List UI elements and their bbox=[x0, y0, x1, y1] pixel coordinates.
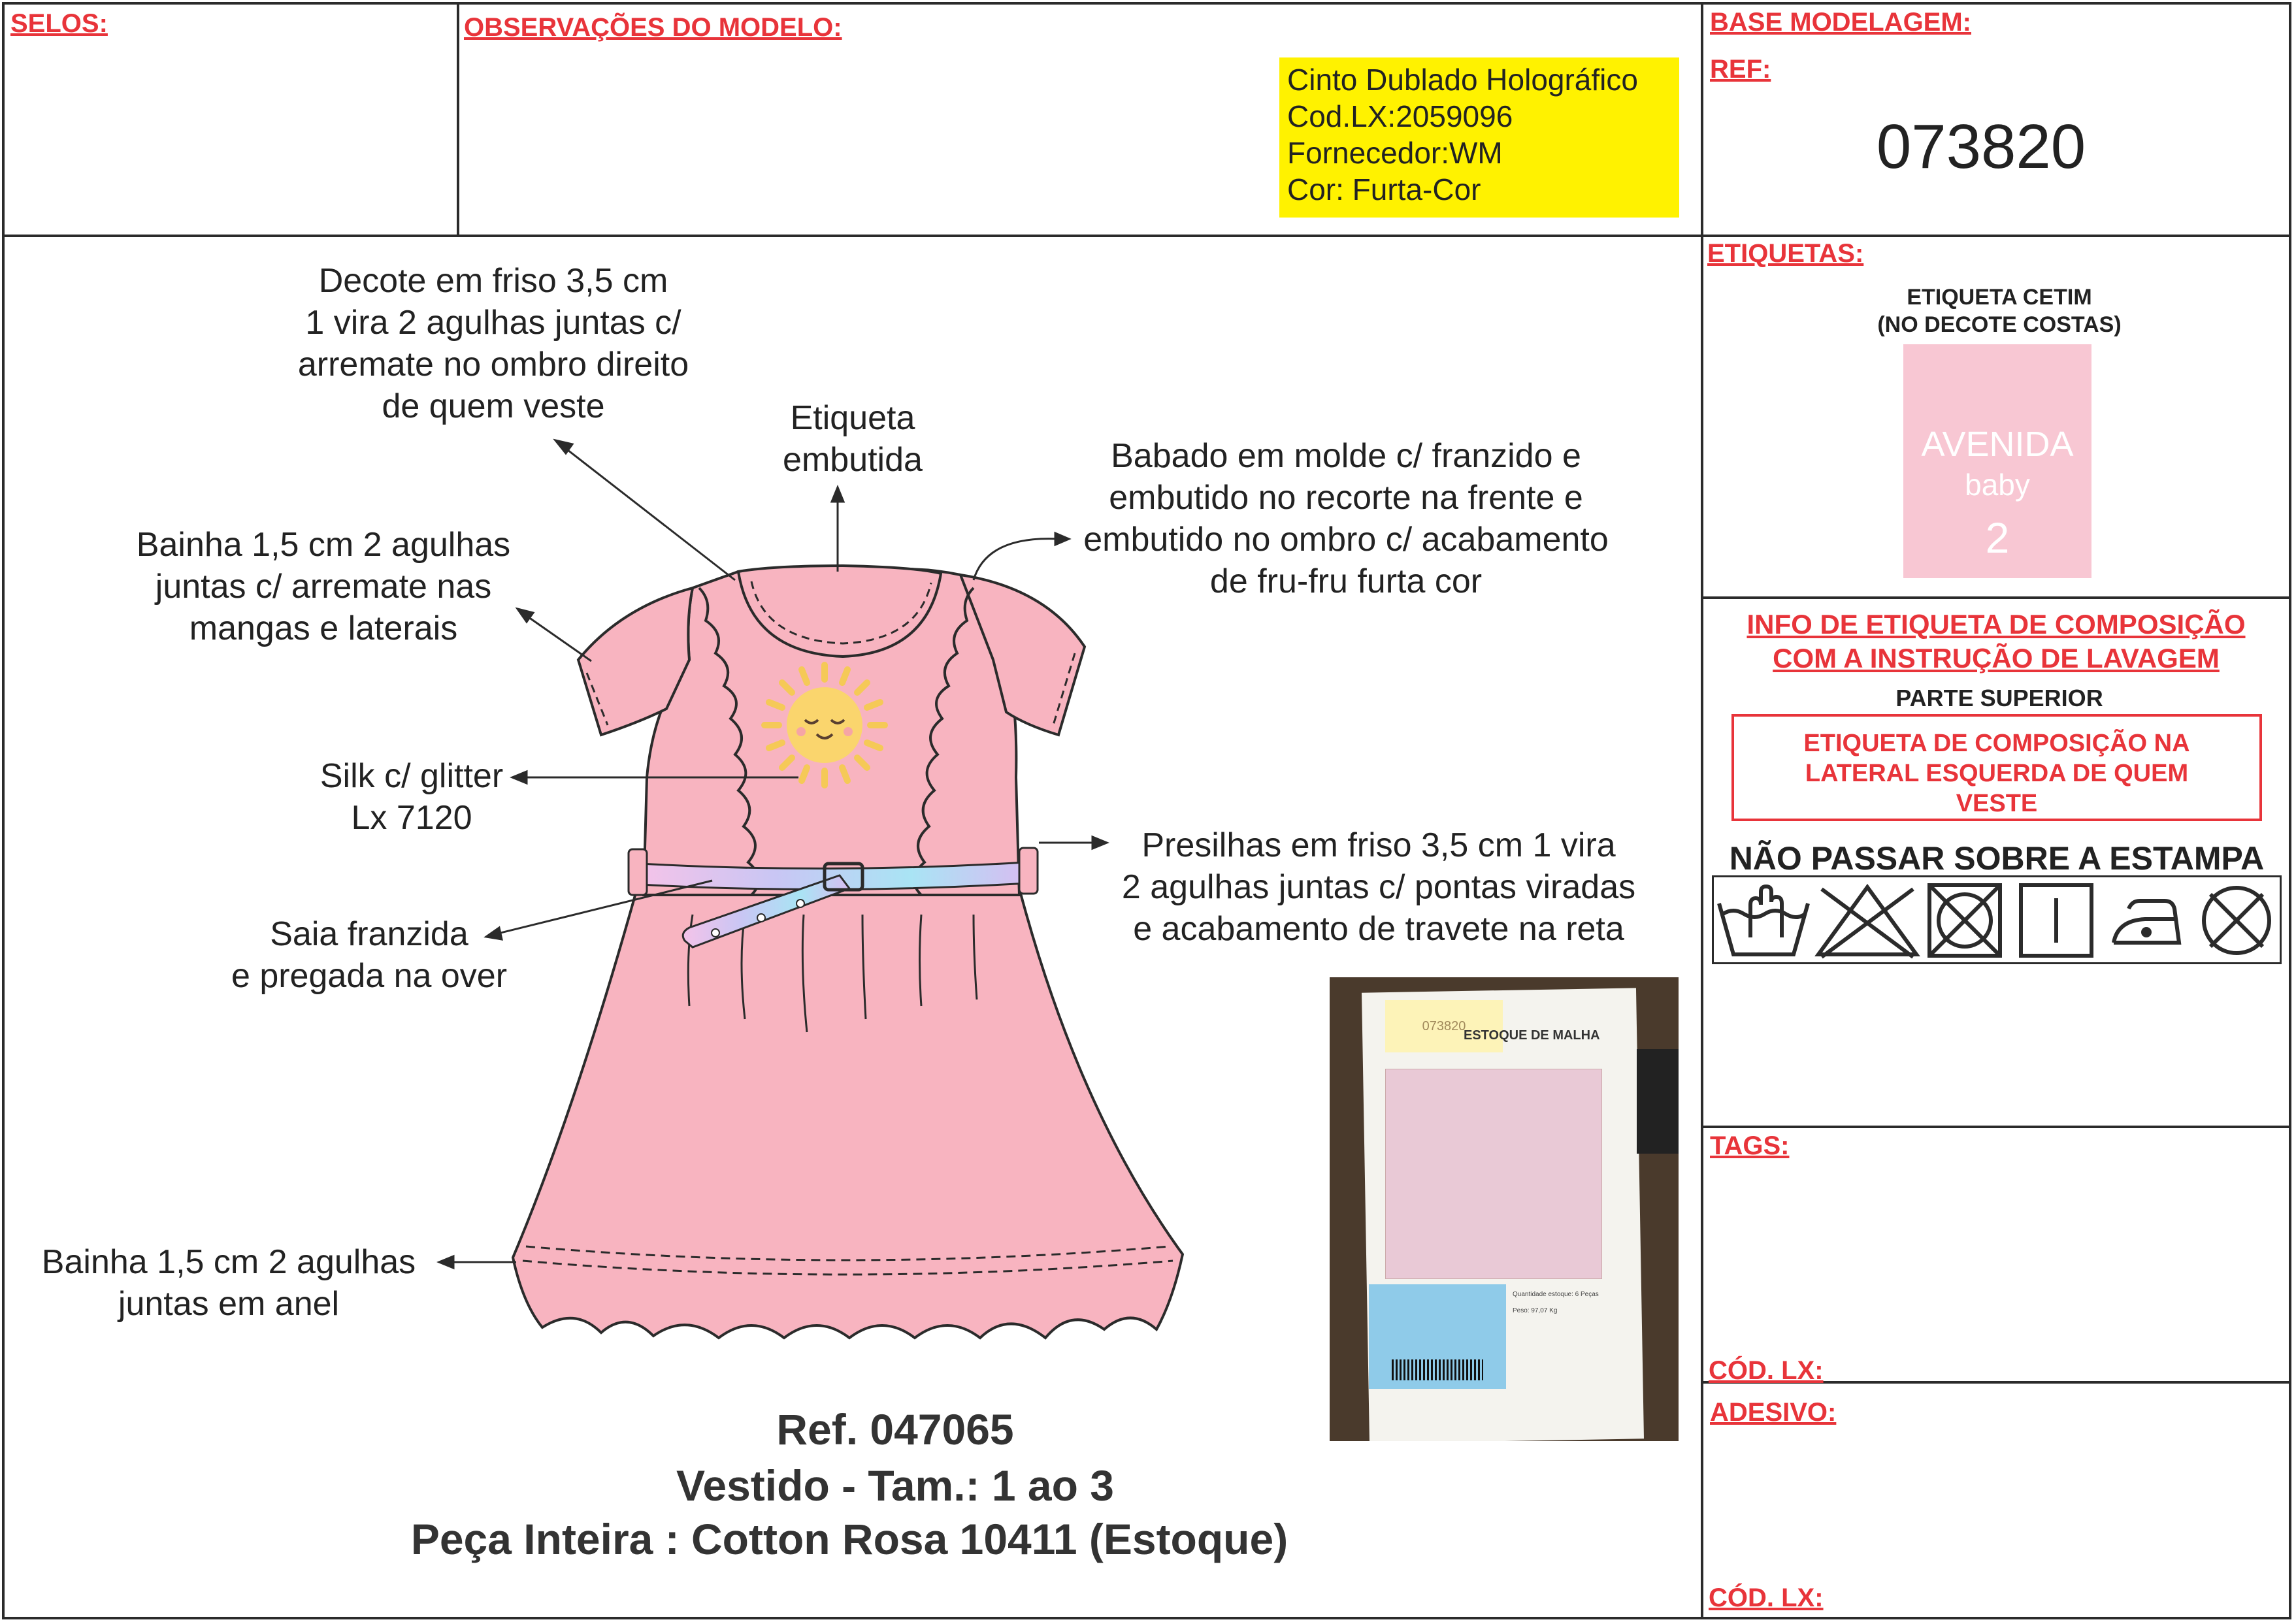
nao-passar-warning: NÃO PASSAR SOBRE A ESTAMPA bbox=[1729, 840, 2265, 877]
note-line: juntas em anel bbox=[118, 1285, 340, 1323]
photo-field-qty-value: 6 Peças bbox=[1575, 1291, 1599, 1298]
photo-field-weight bbox=[1513, 1307, 1557, 1314]
note-line: juntas c/ arremate nas bbox=[155, 568, 492, 606]
composicao-box bbox=[1731, 714, 2262, 821]
tags-label: TAGS: bbox=[1710, 1131, 1790, 1160]
note-line: Silk c/ glitter bbox=[320, 757, 504, 795]
product-name: Vestido - Tam.: 1 ao 3 bbox=[676, 1461, 1114, 1510]
do-not-dry-clean-icon bbox=[2204, 888, 2269, 953]
note-line: Bainha 1,5 cm 2 agulhas bbox=[136, 526, 511, 564]
do-not-tumble-dry-icon bbox=[1929, 885, 2000, 956]
info-line: COM A INSTRUÇÃO DE LAVAGEM bbox=[1773, 643, 2220, 674]
satin-label-preview bbox=[1903, 344, 2091, 578]
photo-fabric-swatch bbox=[1385, 1069, 1602, 1279]
cod-lx-label-adesivo: CÓD. LX: bbox=[1709, 1583, 1824, 1612]
note-babado bbox=[1065, 435, 1627, 602]
note-line: mangas e laterais bbox=[189, 609, 458, 647]
etiquetas-label: ETIQUETAS: bbox=[1707, 239, 1864, 268]
composicao-line: LATERAL ESQUERDA DE QUEM bbox=[1805, 760, 2189, 787]
label-sub: baby bbox=[1965, 468, 2030, 502]
note-bainha-mangas bbox=[85, 524, 562, 649]
note-line: de fru-fru furta cor bbox=[1209, 562, 1483, 600]
product-ref: Ref. 047065 bbox=[776, 1405, 1014, 1453]
observacoes-label: OBSERVAÇÕES DO MODELO: bbox=[464, 13, 842, 42]
base-modelagem-label: BASE MODELAGEM: bbox=[1710, 8, 1971, 37]
photo-field-weight-label: Peso: bbox=[1513, 1307, 1530, 1314]
note-line: Etiqueta bbox=[790, 399, 915, 437]
hand-wash-icon bbox=[1719, 886, 1808, 954]
selos-label: SELOS: bbox=[10, 9, 108, 38]
product-material: Peça Inteira : Cotton Rosa 10411 (Estoque) bbox=[410, 1515, 1288, 1563]
parte-superior: PARTE SUPERIOR bbox=[1895, 685, 2103, 711]
ref-value: 073820 bbox=[1876, 112, 2086, 182]
note-saia bbox=[196, 913, 542, 997]
sticky-note: 073820 bbox=[1385, 1000, 1503, 1052]
label-size: 2 bbox=[1985, 513, 2010, 562]
note-line: 1 vira 2 agulhas juntas c/ bbox=[305, 304, 681, 342]
belt-note-line: Cinto Dublado Holográfico bbox=[1287, 63, 1638, 97]
etiqueta-cetim-line: (NO DECOTE COSTAS) bbox=[1877, 312, 2122, 337]
note-presilhas bbox=[1085, 824, 1673, 950]
photo-field-qty-label: Quantidade estoque: bbox=[1513, 1291, 1573, 1298]
info-composicao-title bbox=[1705, 608, 2287, 675]
belt-note-line: Fornecedor:WM bbox=[1287, 136, 1503, 170]
note-line: embutido no ombro c/ acabamento bbox=[1083, 521, 1609, 559]
note-bainha-anel bbox=[7, 1241, 451, 1325]
photo-sheet-title: ESTOQUE DE MALHA bbox=[1464, 1028, 1600, 1043]
note-line: Bainha 1,5 cm 2 agulhas bbox=[41, 1243, 416, 1281]
belt-note-line: Cod.LX:2059096 bbox=[1287, 99, 1513, 133]
divider-etiquetas bbox=[1701, 596, 2291, 599]
fabric-stock-photo bbox=[1330, 977, 1679, 1441]
label-brand: AVENIDA bbox=[1921, 425, 2074, 464]
adesivo-label: ADESIVO: bbox=[1710, 1398, 1837, 1427]
note-line: Decote em friso 3,5 cm bbox=[318, 262, 668, 300]
info-line: INFO DE ETIQUETA DE COMPOSIÇÃO bbox=[1747, 609, 2246, 640]
note-decote bbox=[248, 260, 738, 427]
note-line: embutida bbox=[783, 441, 923, 479]
note-line: e acabamento de travete na reta bbox=[1133, 910, 1624, 948]
divider-right-column bbox=[1701, 2, 1703, 1619]
care-symbols bbox=[1712, 875, 2282, 964]
photo-keyboard bbox=[1637, 1049, 1679, 1154]
note-line: e pregada na over bbox=[231, 957, 508, 995]
etiqueta-cetim-line: ETIQUETA CETIM bbox=[1907, 285, 2092, 310]
note-etiqueta bbox=[738, 397, 967, 481]
note-line: Saia franzida bbox=[270, 915, 468, 953]
composicao-line: VESTE bbox=[1956, 790, 2038, 817]
etiqueta-cetim bbox=[1712, 284, 2287, 338]
photo-field-qty bbox=[1513, 1291, 1599, 1298]
note-line: 2 agulhas juntas c/ pontas viradas bbox=[1121, 868, 1636, 906]
photo-barcode bbox=[1392, 1359, 1483, 1380]
composicao-line: ETIQUETA DE COMPOSIÇÃO NA bbox=[1803, 730, 2190, 757]
iron-low-icon bbox=[2114, 901, 2179, 943]
note-line: arremate no ombro direito bbox=[297, 346, 689, 383]
belt-note-line: Cor: Furta-Cor bbox=[1287, 172, 1481, 206]
do-not-bleach-icon bbox=[1818, 887, 1916, 957]
note-line: embutido no recorte na frente e bbox=[1109, 479, 1583, 517]
photo-field-weight-value: 97,07 Kg bbox=[1531, 1307, 1558, 1314]
ref-label: REF: bbox=[1710, 55, 1771, 84]
note-line: Lx 7120 bbox=[351, 799, 472, 837]
divider-tags bbox=[1701, 1126, 2291, 1128]
cod-lx-label-tags: CÓD. LX: bbox=[1709, 1356, 1824, 1385]
note-line: de quem veste bbox=[382, 387, 605, 425]
note-line: Babado em molde c/ franzido e bbox=[1111, 437, 1581, 475]
note-silk bbox=[281, 755, 542, 839]
dress-skirt bbox=[513, 888, 1183, 1338]
note-line: Presilhas em friso 3,5 cm 1 vira bbox=[1141, 826, 1616, 864]
line-dry-icon bbox=[2021, 885, 2091, 956]
